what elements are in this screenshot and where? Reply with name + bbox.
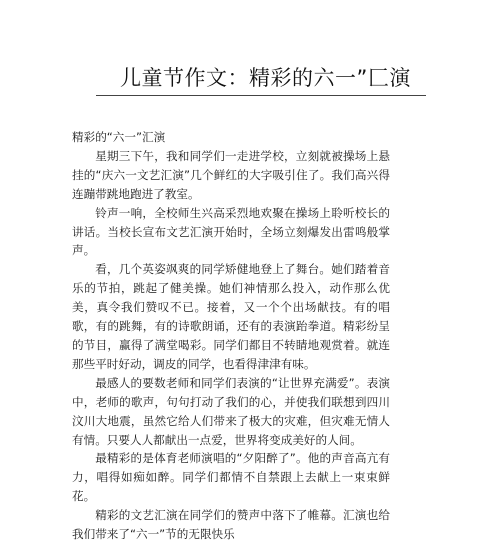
paragraph-4: 最感人的要数老师和同学们表演的“让世界充满爱”。表演中，老师的歌声，句句打动了我们的心，并使我们联想到四川汶川大地震，虽然它给人们带来了极大的灾难，但灾难无情人有情。只要人人都献出一点爱，世界将变成美好的人间。 <box>72 375 390 447</box>
paragraph-2: 铃声一响，全校师生兴高采烈地欢聚在操场上聆听校长的讲话。当校长宣布文艺汇演开始时，全场立刻爆发出雷鸣般掌声。 <box>72 205 390 258</box>
paragraph-3: 看，几个英姿飒爽的同学矫健地登上了舞台。她们踏着音乐的节拍，跳起了健美操。她们神情那么投入，动作那么优美，真令我们赞叹不已。接着，又一个个出场献技。有的唱歌，有的跳舞，有的诗歌朗诵，还有的表演跆拳道。精彩纷呈的节目，赢得了满堂喝彩。同学们都目不转睛地观赏着。就连那些平时好动，调皮的同学，也看得津津有味。 <box>72 262 390 371</box>
document-body <box>72 128 390 544</box>
document-title: 儿童节作文：精彩的六一”匚演 <box>120 66 411 90</box>
title-underline <box>96 95 426 96</box>
paragraph-1: 星期三下午，我和同学们一走进学校，立刻就被操场上悬挂的“庆六一文艺汇演”几个鲜红的大字吸引住了。我们高兴得连蹦带跳地跑进了教室。 <box>72 148 390 201</box>
essay-subtitle: 精彩的“六一”汇演 <box>72 130 166 144</box>
paragraph-5: 最精彩的是体育老师演唱的“夕阳醉了”。他的声音高亢有力，唱得如痴如醉。同学们都情不自禁跟上去献上一束束鲜花。 <box>72 451 390 504</box>
paragraph-6: 精彩的文艺汇演在同学们的赞声中落下了帷幕。汇演也给我们带来了“六一”节的无限快乐 <box>72 508 390 542</box>
